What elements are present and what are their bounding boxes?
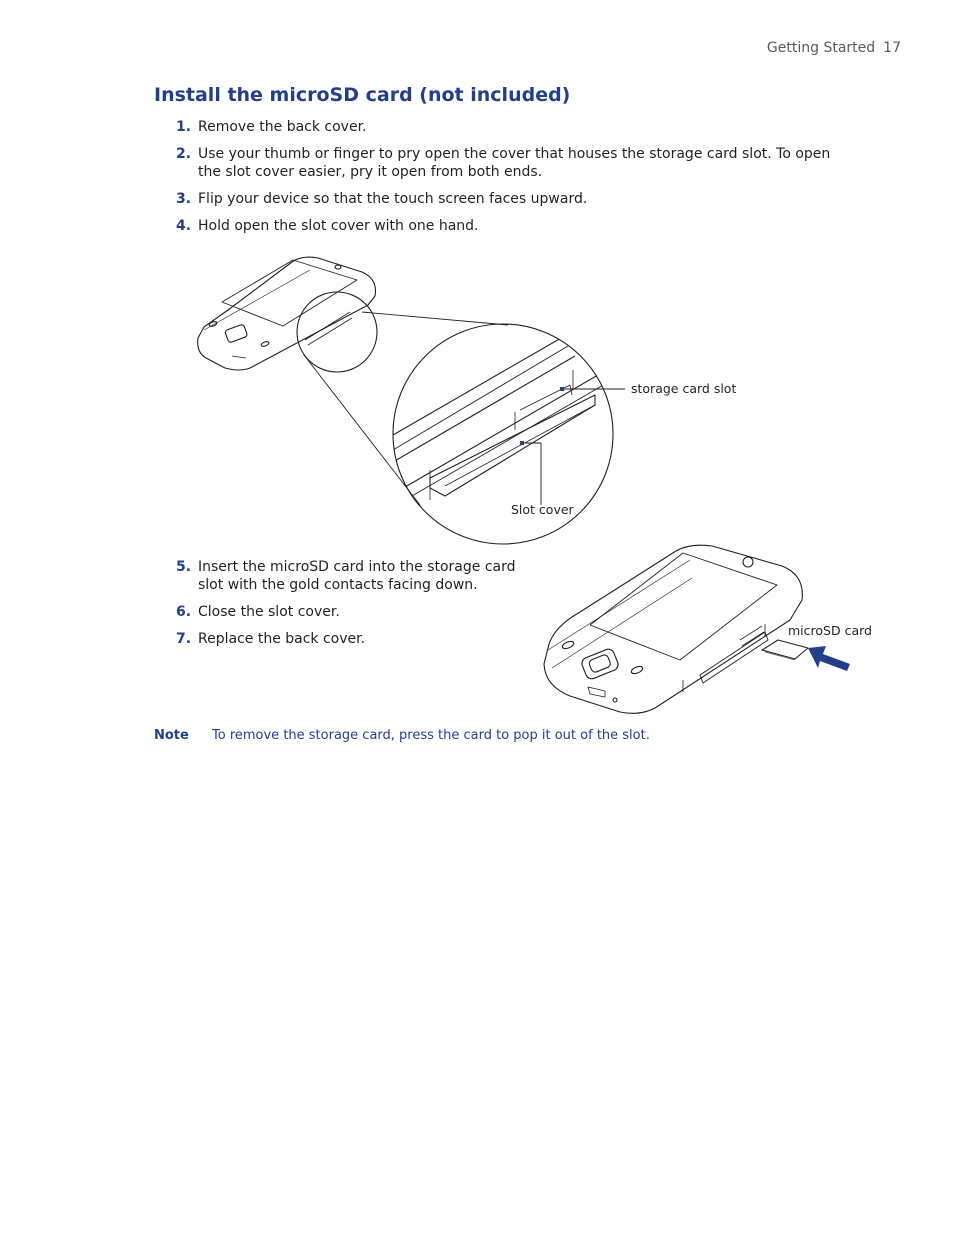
step-text: Use your thumb or finger to pry open the cover that houses the storage card slot. To open the slot cover easier, pry it open from both ends. [198,146,831,180]
step-number: 1. [176,119,192,135]
step-text: Close the slot cover. [198,604,340,620]
step-number: 5. [176,559,192,575]
step-text: Hold open the slot cover with one hand. [198,218,479,234]
phone-screen-large [590,553,777,660]
note-block [154,728,650,743]
step-number: 4. [176,218,192,234]
note-label: Note [154,728,189,743]
page-number: 17 [883,40,901,56]
step-number: 3. [176,191,192,207]
step-number: 2. [176,146,192,162]
header-section: Getting Started [766,40,876,56]
label-storage-card-slot: storage card slot [631,381,737,396]
step-number: 7. [176,631,192,647]
microsd-card [762,640,808,659]
page-title: Install the microSD card (not included) [154,84,571,106]
step-text: Replace the back cover. [198,631,366,647]
step-text: Flip your device so that the touch screen faces upward. [198,191,588,207]
step-text: Remove the back cover. [198,119,367,135]
insert-arrow-icon [808,646,850,671]
step-number: 6. [176,604,192,620]
step-text: Insert the microSD card into the storage card slot with the gold contacts facing down. [198,559,516,593]
note-text: To remove the storage card, press the card to pop it out of the slot. [212,728,650,743]
label-slot-cover: Slot cover [511,502,574,517]
label-microsd-card: microSD card [788,623,872,638]
